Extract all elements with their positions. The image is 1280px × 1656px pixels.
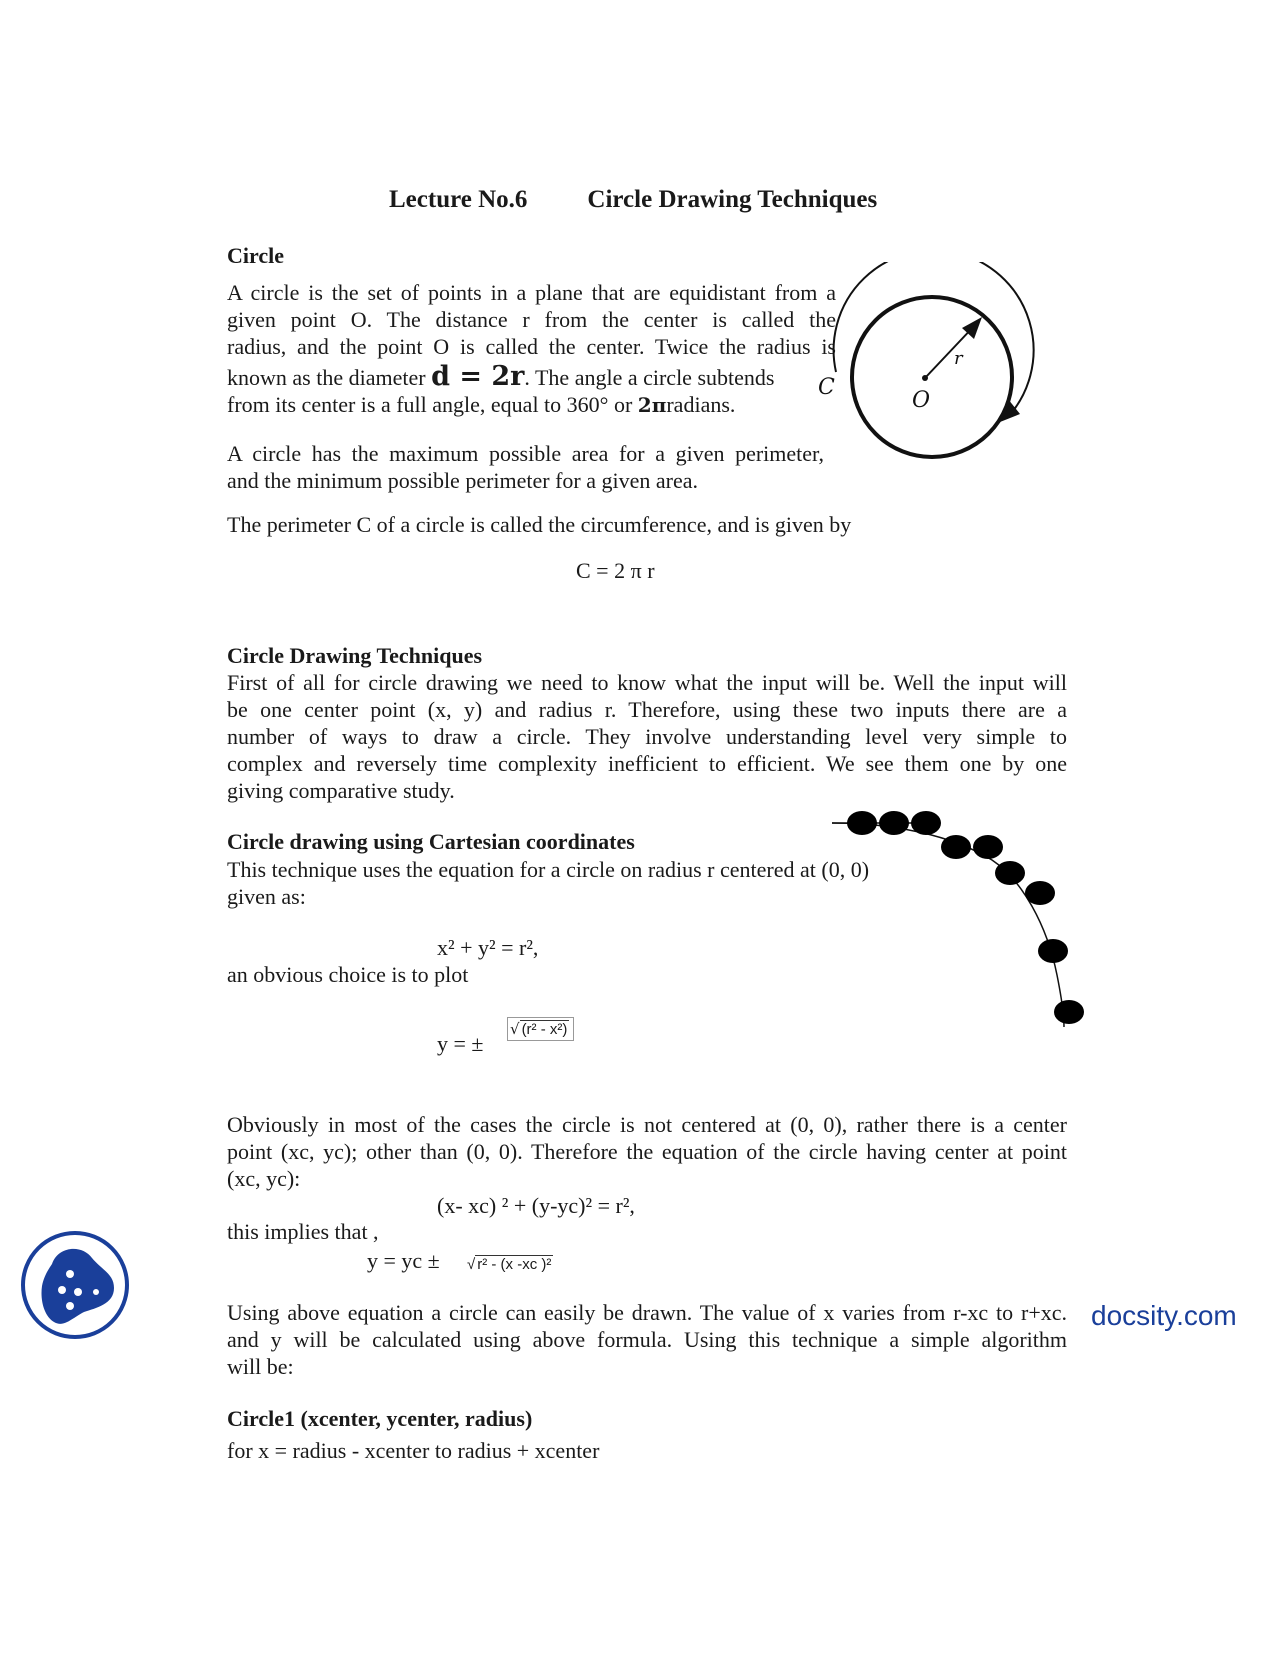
label-o: O [912,388,931,413]
function-signature: Circle1 (xcenter, ycenter, radius) [227,1406,533,1431]
full-angle-text: from its center is a full angle, equal to 360° or [227,392,633,417]
sqrt-symbol: √ [510,1020,520,1038]
y-plus-minus: y = ± [437,1031,484,1056]
plotted-pixel [941,835,971,859]
cartesian-line-2: given as: [227,884,306,909]
text-line: A circle is the set of points in a plane that are equidistant from a [227,280,836,305]
inner-circle [852,297,1012,457]
text-line: be one center point (x, y) and radius r. Therefore, using these two inputs there are a [227,697,1067,722]
two-pi-symbol: 2π [637,393,667,417]
label-c: C [818,375,835,400]
text-line: number of ways to draw a circle. They involve understanding level very simple to [227,724,1067,749]
y-yc-plus-minus: y = yc ± [367,1248,440,1273]
plotted-pixel [911,811,941,835]
section-heading-cartesian: Circle drawing using Cartesian coordinates [227,829,635,854]
for-loop-line: for x = radius - xcenter to radius + xcenter [227,1438,600,1463]
plotted-pixel [1054,1000,1084,1024]
text-line: and y will be calculated using above formula. Using this technique a simple algorithm [227,1327,1067,1352]
sqrt-formula [507,1017,574,1041]
area-paragraph [227,440,824,494]
circumference-paragraph: The perimeter C of a circle is called the circumference, and is given by [227,512,852,537]
text-line: given point O. The distance r from the center is called the [227,307,836,332]
plotted-pixel [995,861,1025,885]
text-line: complex and reversely time complexity inefficient to efficient. We see them one by one [227,751,1067,776]
page-title [389,186,877,214]
circle-diagram [812,262,1060,490]
text-line: point (xc, yc); other than (0, 0). Therefore the equation of the circle having center at point [227,1139,1067,1164]
section-heading-circle: Circle [227,243,285,268]
sqrt-formula-2 [467,1249,553,1275]
circle-definition-paragraph [227,279,836,419]
plotted-pixel [1025,881,1055,905]
text-line: giving comparative study. [227,778,455,803]
text-line: A circle has the maximum possible area for a given perimeter, [227,441,824,466]
plotted-pixel [847,811,877,835]
text-line: will be: [227,1354,294,1379]
angle-text: . The angle a circle subtends [524,365,775,390]
text-line: (xc, yc): [227,1166,301,1191]
text-line [227,360,836,391]
radians-text: radians. [666,392,736,417]
diameter-text: known as the diameter [227,365,426,390]
diameter-formula: d = 2r [431,361,525,392]
offcenter-paragraph [227,1111,1067,1192]
section-heading-techniques: Circle Drawing Techniques [227,643,483,668]
sqrt-formula-box [507,1014,574,1041]
plotted-pixel [973,835,1003,859]
cartesian-line-1: This technique uses the equation for a circle on radius r centered at (0, 0) [227,857,870,882]
text-line: Obviously in most of the cases the circle is not centered at (0, 0), rather there is a center [227,1112,1067,1137]
plotted-pixel [879,811,909,835]
label-r: r [954,348,963,369]
offcenter-equation: (x- xc) ² + (y-yc)² = r², [437,1193,635,1218]
techniques-paragraph [227,669,1067,804]
algorithm-paragraph [227,1299,1067,1380]
circumference-formula: C = 2 π r [576,558,655,583]
lecture-topic: Circle Drawing Techniques [587,186,878,213]
pixel-circle-diagram [832,805,1094,1037]
sqrt-radicand-2: r² - (x -xc )² [477,1256,552,1273]
docsity-logo-icon [18,1228,132,1342]
implies-text: this implies that , [227,1219,379,1244]
text-line: and the minimum possible perimeter for a given area. [227,468,699,493]
lecture-number: Lecture No.6 [389,186,528,213]
plotted-pixel [1038,939,1068,963]
sqrt-symbol-2: √ [467,1256,476,1273]
sqrt-radicand: (r² - x²) [521,1021,568,1038]
obvious-choice-text: an obvious choice is to plot [227,962,469,987]
text-line: Using above equation a circle can easily be drawn. The value of x varies from r-xc to r+xc. [227,1300,1067,1325]
text-line [227,391,836,419]
text-line: First of all for circle drawing we need to know what the input will be. Well the input will [227,670,1067,695]
text-line: radius, and the point O is called the center. Twice the radius is [227,334,836,359]
circle-equation: x² + y² = r², [437,935,539,960]
docsity-watermark[interactable]: docsity.com [1091,1300,1237,1331]
